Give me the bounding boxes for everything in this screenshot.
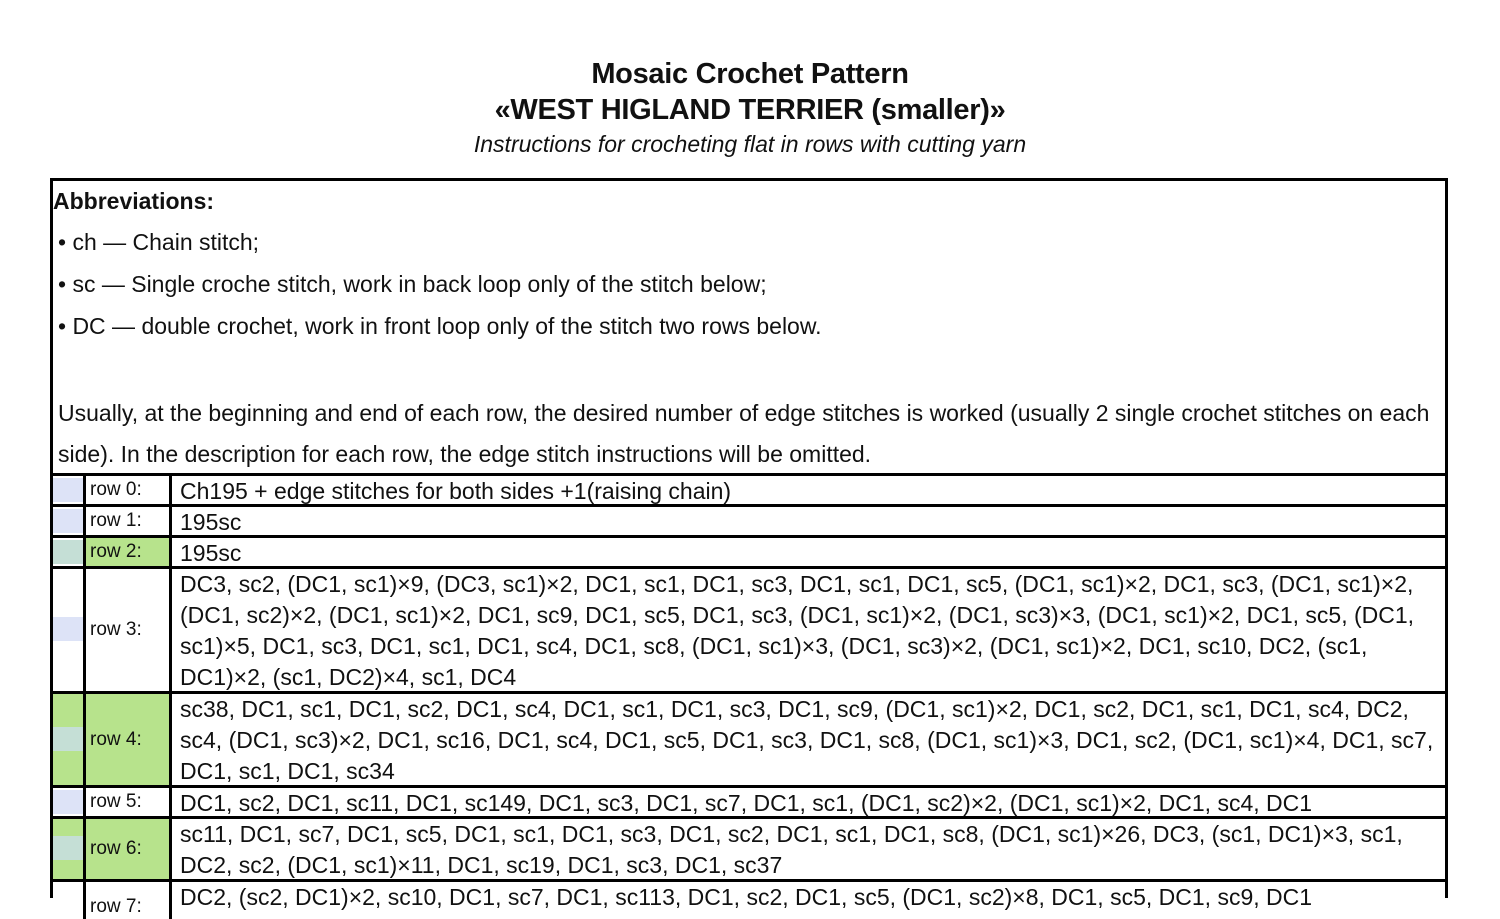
row-instructions: DC2, (sc2, DC1)×2, sc10, DC1, sc7, DC1, sc113, DC1, sc2, DC1, sc5, (DC1, sc2)×8, DC1, sc5, DC1, sc9, DC1 (180, 884, 1313, 910)
page-title-line-1: Mosaic Crochet Pattern (591, 58, 909, 90)
row-label: row 7: (86, 882, 172, 919)
pattern-row-2 (53, 535, 1445, 566)
color-swatch (53, 790, 83, 814)
row-color-cell (53, 569, 86, 691)
color-swatch (53, 540, 83, 564)
edge-stitch-note: Usually, at the beginning and end of each row, the desired number of edge stitches is worked (usually 2 single crochet stitches on each side). In the description for each row, the edge stitch instructions will be omitted. (58, 400, 1430, 467)
color-swatch (53, 727, 83, 751)
row-label: row 6: (86, 819, 172, 879)
pattern-row-3 (53, 566, 1445, 691)
row-instructions: Ch195 + edge stitches for both sides +1(raising chain) (180, 478, 732, 504)
pattern-row-4 (53, 691, 1445, 785)
row-label: row 2: (86, 538, 172, 566)
color-swatch (53, 509, 83, 533)
row-color-cell (53, 819, 86, 879)
pattern-table (50, 178, 1448, 917)
row-color-cell (53, 538, 86, 566)
row-label: row 4: (86, 694, 172, 785)
row-instructions: DC3, sc2, (DC1, sc1)×9, (DC3, sc1)×2, DC1, sc1, DC1, sc3, DC1, sc1, DC1, sc5, (DC1, sc1)×2, DC1, sc3, (DC1, sc1)×2, (DC1, sc2)×2, (DC1, sc1)×2, DC1, sc9, DC1, sc5, DC1, sc3, (DC1, sc1)×2, (DC1, sc3)×3, (DC1, sc1)×2, DC1, sc5, (DC1, sc1)×5, DC1, sc3, DC1, sc1, DC1, sc4, DC1, sc8, (DC1, sc1)×3, (DC1, sc3)×2, (DC1, sc1)×2, DC1, sc10, DC2, (sc1, DC1)×2, (sc1, DC2)×4, sc1, DC4 (180, 571, 1421, 690)
pattern-row-1 (53, 504, 1445, 535)
color-swatch (53, 836, 83, 860)
row-label: row 0: (86, 476, 172, 504)
row-label: row 1: (86, 507, 172, 535)
row-color-cell (53, 476, 86, 504)
row-instructions: sc11, DC1, sc7, DC1, sc5, DC1, sc1, DC1, sc3, DC1, sc2, DC1, sc1, DC1, sc8, (DC1, sc1)×26, DC3, (sc1, DC1)×3, sc1, DC2, sc2, (DC1, sc1)×11, DC1, sc19, DC1, sc3, DC1, sc37 (180, 821, 1410, 878)
row-color-cell (53, 788, 86, 816)
row-color-cell (53, 507, 86, 535)
row-color-cell (53, 694, 86, 785)
row-label: row 3: (86, 569, 172, 691)
row-instructions: 195sc (180, 509, 242, 535)
row-instructions: sc38, DC1, sc1, DC1, sc2, DC1, sc4, DC1, sc1, DC1, sc3, DC1, sc9, (DC1, sc1)×2, DC1, sc2, DC1, sc1, DC1, sc4, DC2, sc4, (DC1, sc3)×2, DC1, sc16, DC1, sc4, DC1, sc5, DC1, sc3, DC1, sc8, (DC1, sc1)×3, DC1, sc2, (DC1, sc1)×4, DC1, sc7, DC1, sc1, DC1, sc34 (180, 696, 1440, 784)
abbreviations-section (53, 181, 1445, 473)
pattern-row-7 (53, 879, 1445, 919)
row-instructions: 195sc (180, 540, 242, 566)
abbreviation-dc: • DC — double crochet, work in front loop only of the stitch two rows below. (58, 313, 822, 339)
abbreviations-title: Abbreviations: (53, 188, 215, 214)
pattern-row-6 (53, 816, 1445, 879)
row-label: row 5: (86, 788, 172, 816)
pattern-row-0 (53, 473, 1445, 504)
color-swatch (53, 617, 83, 641)
page-title-line-2: «WEST HIGLAND TERRIER (smaller)» (494, 94, 1006, 126)
abbreviation-ch: • ch — Chain stitch; (58, 229, 260, 255)
color-swatch (53, 478, 83, 502)
pattern-row-5 (53, 785, 1445, 816)
page-subtitle: Instructions for crocheting flat in rows with cutting yarn (473, 131, 1027, 157)
abbreviation-sc: • sc — Single croche stitch, work in back loop only of the stitch below; (58, 271, 767, 297)
row-instructions: DC1, sc2, DC1, sc11, DC1, sc149, DC1, sc3, DC1, sc7, DC1, sc1, (DC1, sc2)×2, (DC1, sc1)×2, DC1, sc4, DC1 (180, 790, 1313, 816)
